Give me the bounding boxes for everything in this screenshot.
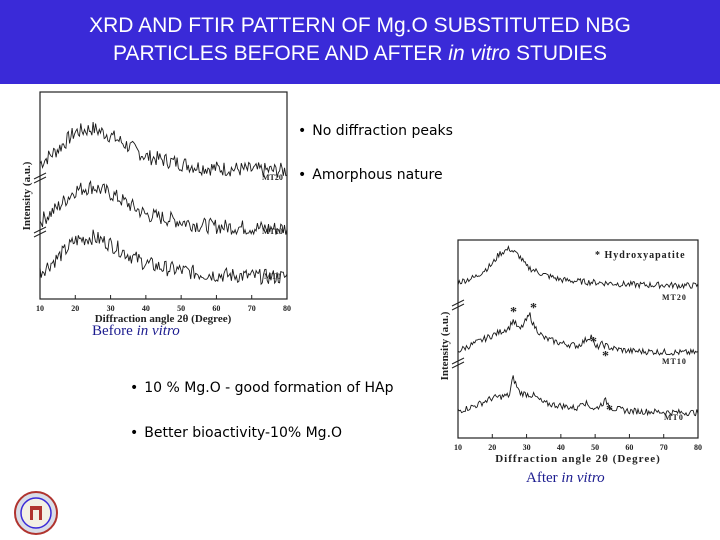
x-tick-label: 10	[36, 304, 44, 313]
series-line-mt20	[40, 122, 287, 177]
x-tick-label: 70	[247, 304, 256, 313]
caption-after-prefix: After	[526, 470, 562, 486]
series-line-mt0	[40, 230, 287, 285]
x-tick-label: 40	[556, 443, 565, 452]
chart-before-series-label-mt20: MT20	[262, 173, 283, 182]
x-tick-label: 20	[488, 443, 497, 452]
xrd-chart-before	[0, 88, 320, 328]
title-banner	[0, 0, 720, 84]
institution-logo	[8, 490, 64, 536]
slide-title-line2	[0, 40, 720, 68]
caption-before	[92, 323, 180, 340]
chart-after-ylabel: Intensity (a.u.)	[439, 311, 451, 381]
bullet-dot: •	[298, 123, 307, 139]
xrd-chart-after	[430, 236, 720, 468]
chart-after-xlabel: Diffraction angle 2θ (Degree)	[495, 453, 661, 465]
x-tick-label: 70	[659, 443, 668, 452]
x-tick-label: 30	[522, 443, 531, 452]
bullet-top-2	[298, 167, 443, 183]
chart-before-series-group	[40, 122, 287, 284]
peak-marker-2: *	[530, 301, 537, 316]
x-tick-label: 80	[283, 304, 291, 313]
slide-title-line2-italic: in vitro	[448, 42, 511, 65]
bullet-top-1-text: No diffraction peaks	[312, 123, 453, 139]
bullet-dot: •	[130, 380, 139, 396]
bullet-bottom-1	[130, 380, 393, 396]
slide-title-line2-suffix: STUDIES	[510, 42, 608, 65]
x-tick-label: 60	[625, 443, 634, 452]
slide-title-line1: XRD AND FTIR PATTERN OF Mg.O SUBSTITUTED NBG	[89, 14, 631, 37]
bullet-dot: •	[130, 425, 139, 441]
slide-title-line2-prefix: PARTICLES BEFORE AND AFTER	[112, 42, 449, 65]
chart-before-series-label-mt0: MT0	[264, 272, 281, 281]
series-line-mt10	[40, 182, 287, 235]
bullet-top-2-text: Amorphous nature	[312, 167, 443, 183]
x-tick-label: 40	[141, 304, 150, 313]
caption-before-prefix: Before	[92, 323, 137, 339]
chart-after-ticks-group	[454, 434, 702, 452]
caption-after-italic: in vitro	[561, 470, 605, 486]
series-line-mt0	[458, 375, 698, 415]
x-tick-label: 60	[212, 304, 221, 313]
x-tick-label: 30	[106, 304, 115, 313]
x-tick-label: 50	[591, 443, 600, 452]
chart-before-xlabel: Diffraction angle 2θ (Degree)	[94, 313, 232, 325]
x-tick-label: 10	[454, 443, 462, 452]
bullet-bottom-1-text: 10 % Mg.O - good formation of HAp	[144, 380, 394, 396]
caption-after	[526, 470, 605, 487]
peak-marker-3: *	[590, 335, 597, 350]
peak-marker-4: *	[602, 349, 609, 364]
chart-after-series-label-mt0: MT0	[664, 413, 684, 422]
x-tick-label: 80	[694, 443, 702, 452]
peak-marker-1: *	[510, 305, 517, 320]
chart-after-series-label-mt10: MT10	[662, 357, 687, 366]
caption-before-italic: in vitro	[136, 323, 180, 339]
series-line-mt10	[458, 312, 698, 355]
peak-marker-5: *	[606, 403, 613, 418]
chart-before-ticks-group	[36, 295, 291, 313]
chart-before-series-label-mt10: MT10	[262, 227, 283, 236]
chart-before-ylabel: Intensity (a.u.)	[21, 161, 33, 231]
chart-after-series-label-mt20: MT20	[662, 293, 687, 302]
bullet-top-1	[298, 123, 453, 139]
bullet-bottom-2	[130, 425, 342, 441]
chart-after-legend: * Hydroxyapatite	[595, 250, 686, 261]
chart-after-series-group	[458, 247, 698, 416]
x-tick-label: 20	[71, 304, 80, 313]
x-tick-label: 50	[177, 304, 186, 313]
chart-after-frame	[458, 240, 698, 438]
bullet-dot: •	[298, 167, 307, 183]
bullet-bottom-2-text: Better bioactivity-10% Mg.O	[144, 425, 343, 441]
